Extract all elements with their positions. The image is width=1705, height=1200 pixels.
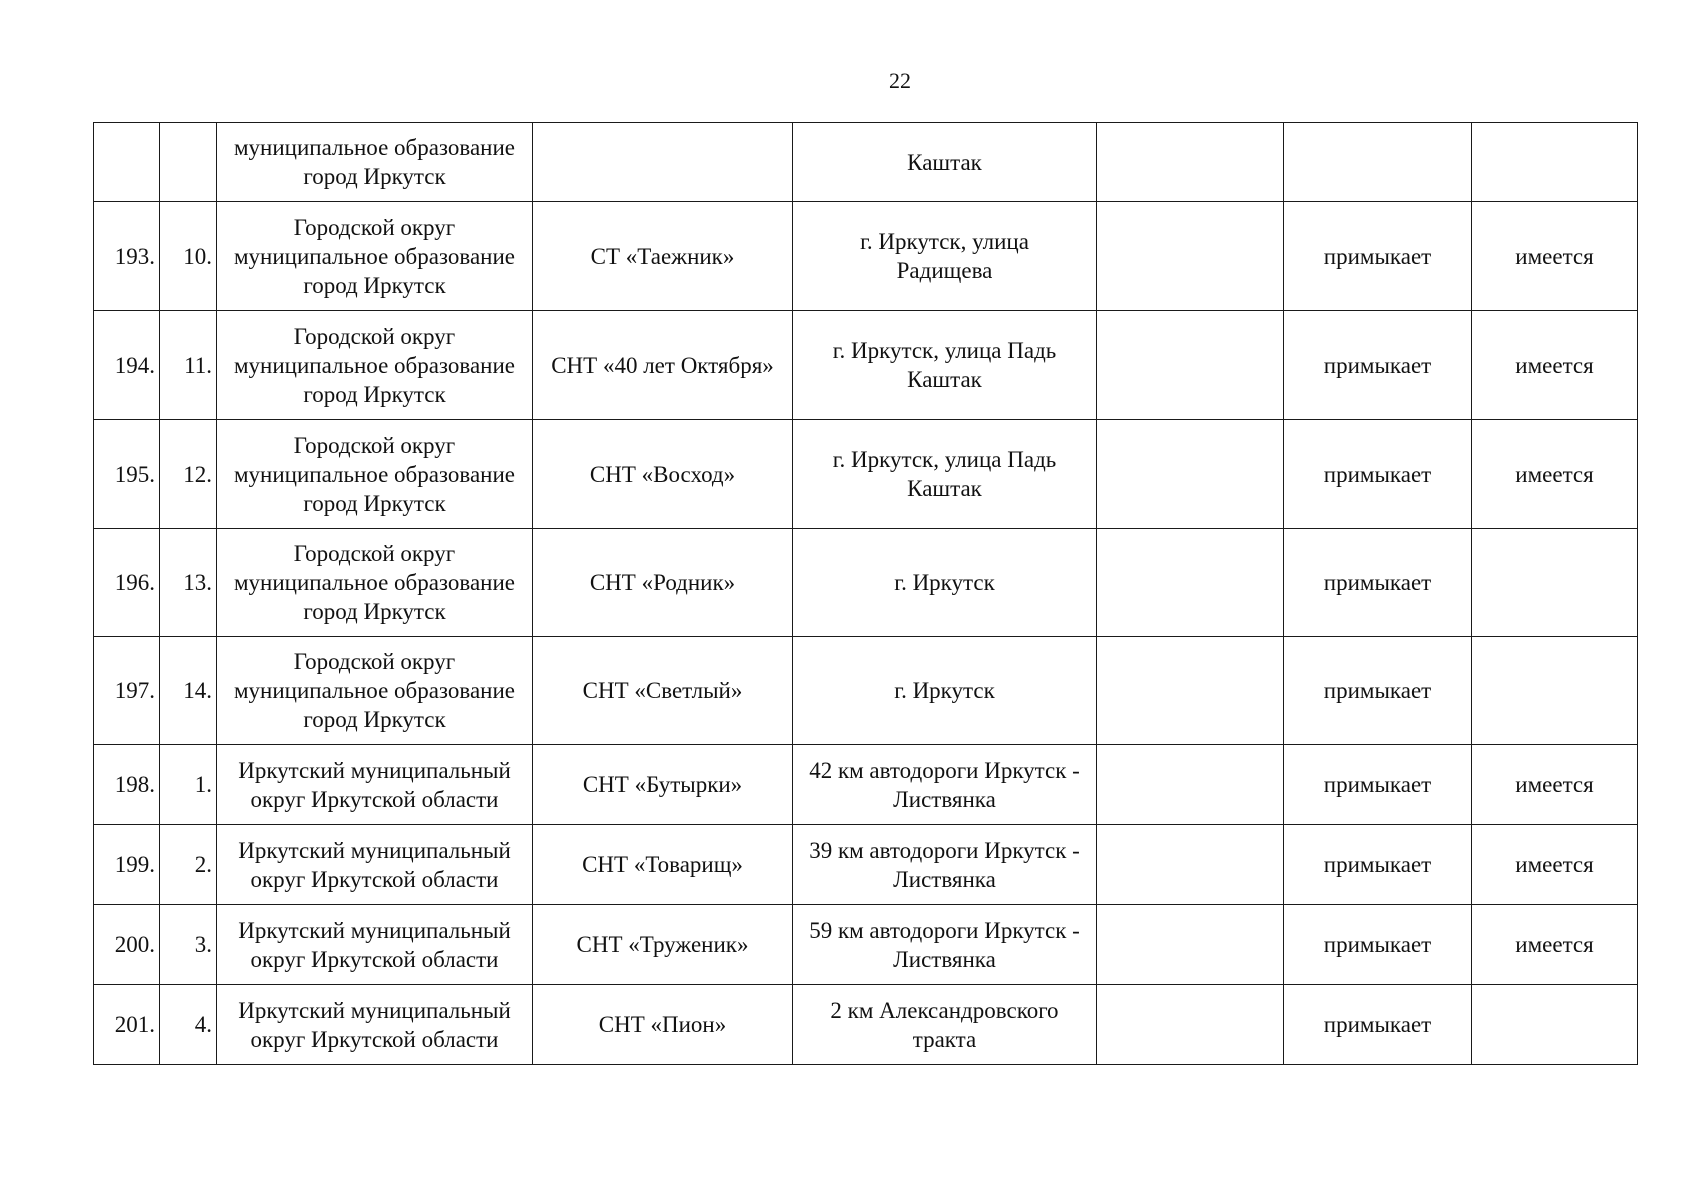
municipality-cell: Иркутский муниципальный округ Иркутской области [217, 985, 533, 1065]
adjacency-cell: примыкает [1284, 985, 1472, 1065]
table-row [94, 123, 1638, 202]
address-cell: г. Иркутск, улица Падь Каштак [793, 311, 1097, 420]
row-subnumber: 2. [160, 825, 217, 905]
name-cell: СНТ «Восход» [533, 420, 793, 529]
name-cell: СНТ «Пион» [533, 985, 793, 1065]
empty-cell [1097, 529, 1284, 637]
empty-cell [1097, 637, 1284, 745]
empty-cell [1097, 825, 1284, 905]
name-cell: СНТ «40 лет Октября» [533, 311, 793, 420]
municipality-cell: Городской округ муниципальное образование город Иркутск [217, 420, 533, 529]
municipality-cell: Городской округ муниципальное образование город Иркутск [217, 311, 533, 420]
row-subnumber: 12. [160, 420, 217, 529]
row-number: 194. [94, 311, 160, 420]
availability-cell: имеется [1472, 202, 1638, 311]
address-cell: г. Иркутск [793, 529, 1097, 637]
row-number: 201. [94, 985, 160, 1065]
table-row [94, 745, 1638, 825]
availability-cell: имеется [1472, 905, 1638, 985]
adjacency-cell: примыкает [1284, 637, 1472, 745]
table-row [94, 311, 1638, 420]
row-subnumber: 1. [160, 745, 217, 825]
row-number: 200. [94, 905, 160, 985]
adjacency-cell: примыкает [1284, 745, 1472, 825]
address-cell: 39 км автодороги Иркутск - Листвянка [793, 825, 1097, 905]
address-cell: 59 км автодороги Иркутск - Листвянка [793, 905, 1097, 985]
empty-cell [1097, 123, 1284, 202]
table-row [94, 825, 1638, 905]
row-subnumber: 10. [160, 202, 217, 311]
row-subnumber: 4. [160, 985, 217, 1065]
table-row [94, 985, 1638, 1065]
availability-cell: имеется [1472, 311, 1638, 420]
availability-cell [1472, 529, 1638, 637]
adjacency-cell: примыкает [1284, 529, 1472, 637]
address-cell: г. Иркутск, улица Радищева [793, 202, 1097, 311]
municipality-cell: Иркутский муниципальный округ Иркутской области [217, 905, 533, 985]
adjacency-cell: примыкает [1284, 420, 1472, 529]
adjacency-cell: примыкает [1284, 202, 1472, 311]
row-number: 197. [94, 637, 160, 745]
availability-cell: имеется [1472, 420, 1638, 529]
empty-cell [1097, 202, 1284, 311]
adjacency-cell: примыкает [1284, 311, 1472, 420]
availability-cell: имеется [1472, 745, 1638, 825]
availability-cell [1472, 985, 1638, 1065]
availability-cell [1472, 637, 1638, 745]
municipality-cell: Городской округ муниципальное образование город Иркутск [217, 637, 533, 745]
municipality-cell: Иркутский муниципальный округ Иркутской области [217, 825, 533, 905]
table-row [94, 529, 1638, 637]
empty-cell [1097, 985, 1284, 1065]
row-subnumber: 11. [160, 311, 217, 420]
adjacency-cell: примыкает [1284, 905, 1472, 985]
name-cell: СНТ «Бутырки» [533, 745, 793, 825]
availability-cell: имеется [1472, 825, 1638, 905]
name-cell: СНТ «Труженик» [533, 905, 793, 985]
row-subnumber: 13. [160, 529, 217, 637]
address-cell: г. Иркутск [793, 637, 1097, 745]
adjacency-cell [1284, 123, 1472, 202]
address-cell: г. Иркутск, улица Падь Каштак [793, 420, 1097, 529]
availability-cell [1472, 123, 1638, 202]
empty-cell [1097, 311, 1284, 420]
row-number: 195. [94, 420, 160, 529]
municipality-cell: Городской округ муниципальное образование город Иркутск [217, 529, 533, 637]
name-cell: СНТ «Родник» [533, 529, 793, 637]
data-table [93, 122, 1638, 1065]
municipality-cell: Иркутский муниципальный округ Иркутской области [217, 745, 533, 825]
row-subnumber: 14. [160, 637, 217, 745]
row-subnumber [160, 123, 217, 202]
table-row [94, 202, 1638, 311]
row-number: 193. [94, 202, 160, 311]
address-cell: 42 км автодороги Иркутск - Листвянка [793, 745, 1097, 825]
empty-cell [1097, 905, 1284, 985]
page-number: 22 [889, 68, 911, 93]
empty-cell [1097, 420, 1284, 529]
row-number: 199. [94, 825, 160, 905]
empty-cell [1097, 745, 1284, 825]
row-subnumber: 3. [160, 905, 217, 985]
adjacency-cell: примыкает [1284, 825, 1472, 905]
table-body [94, 123, 1638, 1065]
name-cell: СНТ «Светлый» [533, 637, 793, 745]
address-cell: Каштак [793, 123, 1097, 202]
row-number [94, 123, 160, 202]
name-cell: СНТ «Товарищ» [533, 825, 793, 905]
row-number: 198. [94, 745, 160, 825]
municipality-cell: муниципальное образование город Иркутск [217, 123, 533, 202]
name-cell: СТ «Таежник» [533, 202, 793, 311]
municipality-cell: Городской округ муниципальное образование город Иркутск [217, 202, 533, 311]
address-cell: 2 км Александровского тракта [793, 985, 1097, 1065]
name-cell [533, 123, 793, 202]
table-row [94, 420, 1638, 529]
row-number: 196. [94, 529, 160, 637]
table-row [94, 905, 1638, 985]
table-row [94, 637, 1638, 745]
